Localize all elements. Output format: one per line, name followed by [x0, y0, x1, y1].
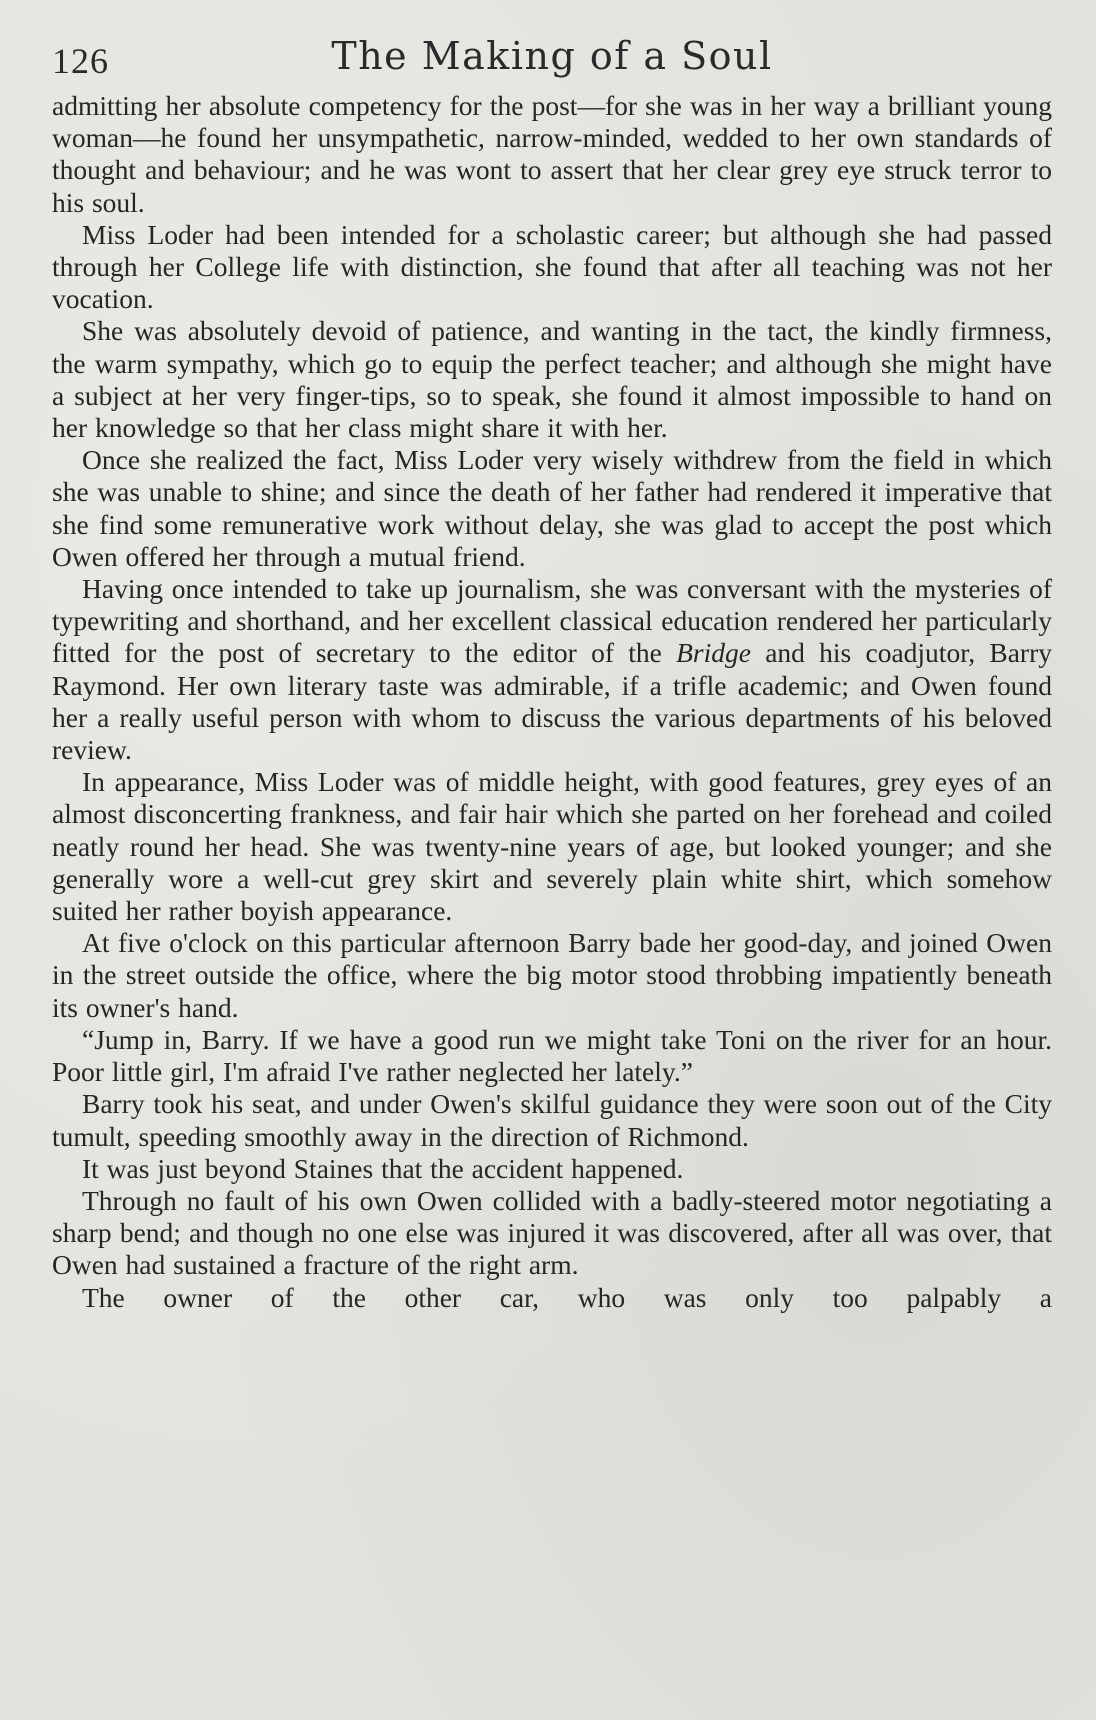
paragraph-text: Having once intended to take up journalism, she was conversant with the mysteries of typewriting and shorthand, and her excellent classical education rendered her particularly fitted for the post of secretary to the editor of the: [52, 573, 1052, 669]
paragraph: She was absolutely devoid of patience, and wanting in the tact, the kindly firmness, the warm sympathy, which go to equip the perfect teacher; and although she might have a subject at her very finger-tips, so to speak, she found it almost impossible to hand on her knowledge so that her class might share it with her.: [52, 315, 1052, 444]
paragraph: Once she realized the fact, Miss Loder very wisely withdrew from the field in which she was unable to shine; and since the death of her father had rendered it imperative that she find some remunerative work without delay, she was glad to accept the post which Owen offered her through a mutual friend.: [52, 444, 1052, 572]
page-number: 126: [52, 41, 109, 81]
paragraph: Through no fault of his own Owen collided with a badly-steered motor negotiating a sharp bend; and though no one else was injured it was discovered, after all was over, that Owen had sustained a fracture of the right arm.: [52, 1184, 1052, 1281]
paragraph: In appearance, Miss Loder was of middle height, with good features, grey eyes of an almost disconcerting frankness, and fair hair which she parted on her forehead and coiled neatly round her head. She was twenty-nine years of age, but looked younger; and she generally wore a well-cut grey skirt and severely plain white shirt, which somehow suited her rather boyish appearance.: [52, 766, 1052, 927]
paragraph: The owner of the other car, who was only too palpably a: [82, 1281, 1052, 1313]
running-head: [52, 34, 1052, 90]
body-text: [52, 90, 1052, 1314]
paragraph-text: and his coadjutor, Barry Raymond. Her own literary taste was admirable, if a trifle academic; and Owen found her a really useful person with whom to discuss the various departments of his beloved review.: [52, 637, 1052, 766]
paragraph: Miss Loder had been intended for a scholastic career; but although she had passed through her College life with distinction, she found that after all teaching was not her vocation.: [52, 218, 1052, 315]
paragraph: admitting her absolute competency for the post—for she was in her way a brilliant young woman—he found her unsympathetic, narrow-minded, wedded to her own standards of thought and behaviour; and he was wont to assert that her clear grey eye struck terror to his soul.: [52, 90, 1052, 218]
paragraph: Barry took his seat, and under Owen's skilful guidance they were soon out of the City tumult, speeding smoothly away in the direction of Richmond.: [52, 1088, 1052, 1152]
paragraph: At five o'clock on this particular afternoon Barry bade her good-day, and joined Owen in the street outside the office, where the big motor stood throbbing impatiently beneath its owner's hand.: [52, 927, 1052, 1023]
paragraph: It was just beyond Staines that the accident happened.: [82, 1152, 684, 1184]
paragraph: “Jump in, Barry. If we have a good run we might take Toni on the river for an hour. Poor little girl, I'm afraid I've rather neglected her lately.”: [52, 1023, 1052, 1088]
journal-title: Bridge: [676, 637, 751, 669]
paragraph: [52, 573, 1052, 766]
running-title: The Making of a Soul: [331, 34, 773, 78]
